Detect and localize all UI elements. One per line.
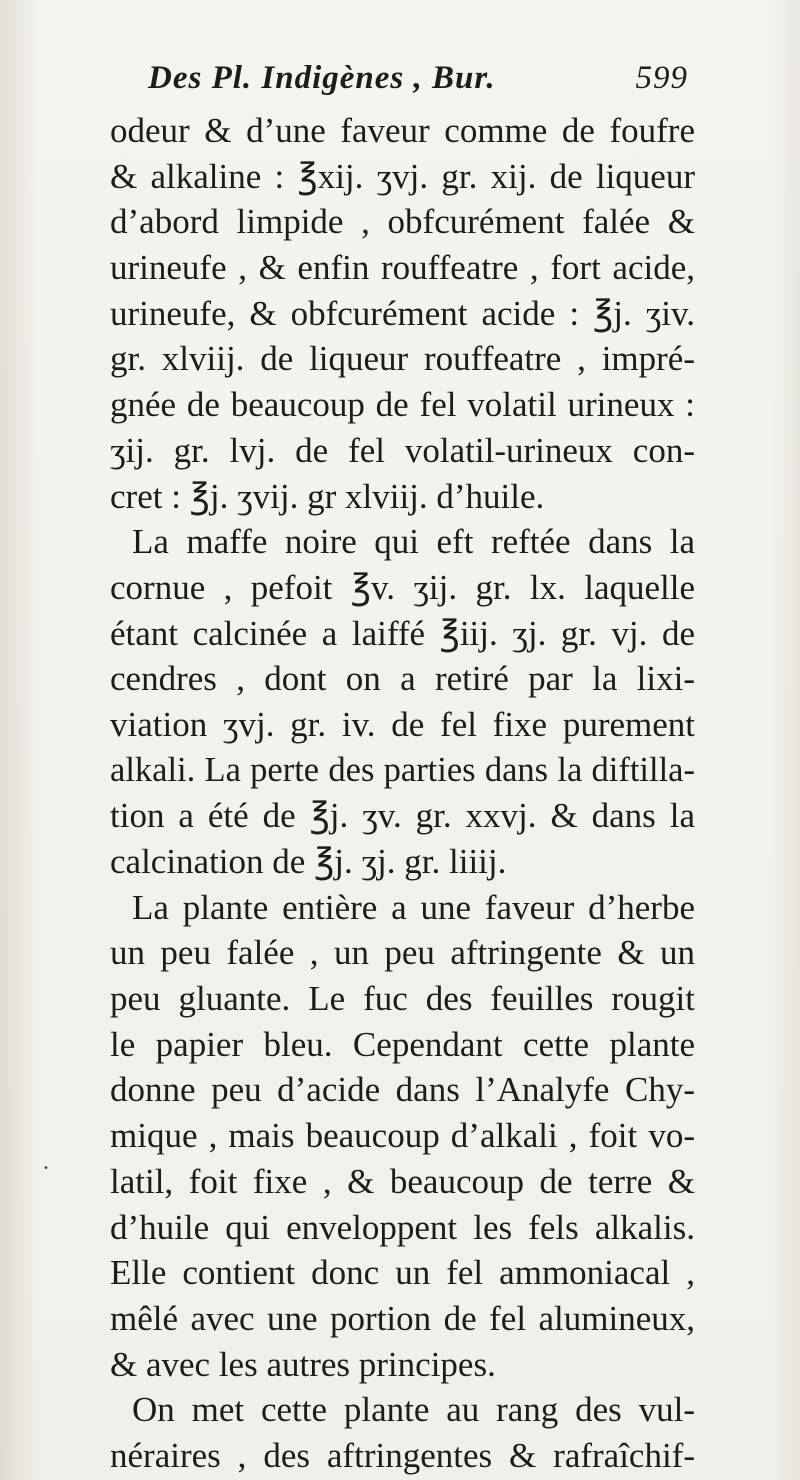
text-line: La plante entière a une faveur d’herbe: [132, 887, 695, 927]
text-line: latil, foit fixe , & beaucoup de terre &: [110, 1161, 695, 1201]
running-head: [148, 60, 688, 104]
text-line: cornue , pefoit ℥v. ʒij. gr. lx. laquelle: [110, 567, 695, 607]
text-line: d’huile qui enveloppent les fels alkalis.: [110, 1207, 695, 1247]
text-line: calcination de ℥j. ʒj. gr. liiij.: [110, 842, 507, 881]
page-edge-shadow: [770, 0, 800, 1480]
margin-dot: •: [43, 1163, 49, 1174]
text-line: un peu falée , un peu aftringente & un: [110, 933, 695, 973]
text-line: donne peu d’acide dans l’Analyfe Chy-: [110, 1070, 695, 1110]
text-line: peu gluante. Le fuc des feuilles rougit: [110, 979, 695, 1019]
text-line: On met cette plante au rang des vul-: [132, 1390, 695, 1430]
text-line: tion a été de ℥j. ʒv. gr. xxvj. & dans la: [110, 796, 695, 836]
running-head-title: Des Pl. Indigènes , Bur.: [148, 60, 496, 96]
text-line: odeur & d’une faveur comme de foufre: [110, 111, 695, 150]
body-text: [110, 108, 695, 1479]
text-line: cret : ℥j. ʒvij. gr xlviij. d’huile.: [110, 476, 545, 516]
text-line: alkali. La perte des parties dans la diftilla-: [110, 750, 695, 789]
text-line: néraires , des aftringentes & rafraîchif-: [110, 1435, 695, 1475]
text-line: urineufe , & enfin rouffeatre , fort acide,: [110, 248, 695, 288]
page-number: 599: [635, 60, 688, 96]
text-line: & alkaline : ℥xij. ʒvj. gr. xij. de liqueur: [110, 156, 695, 196]
text-line: ʒij. gr. lvj. de fel volatil-urineux con-: [110, 430, 695, 470]
text-line: mique , mais beaucoup d’alkali , foit vo-: [110, 1116, 695, 1156]
text-line: cendres , dont on a retiré par la lixi-: [110, 659, 695, 699]
text-line: gnée de beaucoup de fel volatil urineux :: [110, 385, 695, 425]
text-line: viation ʒvj. gr. iv. de fel fixe purement: [110, 704, 695, 744]
text-line: La maffe noire qui eft reftée dans la: [132, 522, 695, 562]
text-line: Elle contient donc un fel ammoniacal ,: [110, 1253, 695, 1293]
text-line: d’abord limpide , obfcurément falée &: [110, 202, 695, 242]
text-line: le papier bleu. Cependant cette plante: [110, 1024, 695, 1064]
text-line: mêlé avec une portion de fel alumineux,: [110, 1298, 695, 1338]
text-line: étant calcinée a laiffé ℥iij. ʒj. gr. vj. de: [110, 613, 695, 653]
text-line: gr. xlviij. de liqueur rouffeatre , impré-: [110, 339, 695, 379]
text-line: & avec les autres principes.: [110, 1344, 496, 1384]
text-line: urineufe, & obfcurément acide : ℥j. ʒiv.: [110, 293, 695, 333]
